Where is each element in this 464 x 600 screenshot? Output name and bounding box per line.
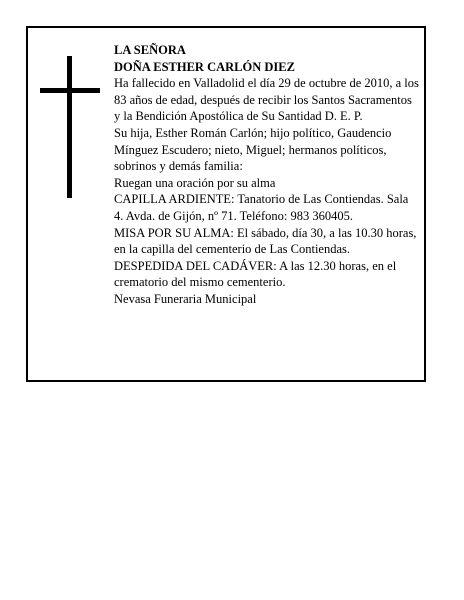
death-announcement: Ha fallecido en Valladolid el día 29 de octubre de 2010, a los 83 años de edad, después de recibir los Santos Sacramentos y la Bendición Apostólica de Su Santidad D. E. P.	[114, 76, 419, 124]
latin-cross-icon	[40, 56, 100, 198]
chapel-details: Tanatorio de Las Contiendas. Sala 4. Avda. de Gijón, nº 71. Teléfono: 983 360405.	[114, 192, 409, 223]
funeral-home: Nevasa Funeraria Municipal	[114, 291, 257, 306]
farewell-info	[114, 258, 420, 291]
mass-details: El sábado, día 30, a las 10.30 horas, en la capilla del cementerio de Las Contiendas.	[114, 225, 417, 257]
farewell-details: A las 12.30 horas, en el crematorio del mismo cementerio.	[114, 258, 397, 290]
heading-title: LA SEÑORA	[114, 43, 186, 57]
prayer-request: Ruegan una oración por su alma	[114, 175, 276, 190]
mass-label: MISA POR SU ALMA:	[114, 225, 234, 240]
family-list: Su hija, Esther Román Carlón; hijo político, Gaudencio Mínguez Escudero; nieto, Miguel; hermanos políticos, sobrinos y demás familia:	[114, 125, 392, 174]
farewell-label: DESPEDIDA DEL CADÁVER:	[114, 258, 277, 273]
cross-horizontal-bar	[40, 88, 100, 93]
mass-info	[114, 225, 420, 258]
chapel-label: CAPILLA ARDIENTE:	[114, 192, 235, 207]
deceased-name: DOÑA ESTHER CARLÓN DIEZ	[114, 59, 295, 74]
chapel-info	[114, 191, 420, 224]
obituary-text	[114, 42, 420, 308]
cross-vertical-bar	[67, 56, 72, 198]
obituary-notice	[26, 26, 426, 382]
